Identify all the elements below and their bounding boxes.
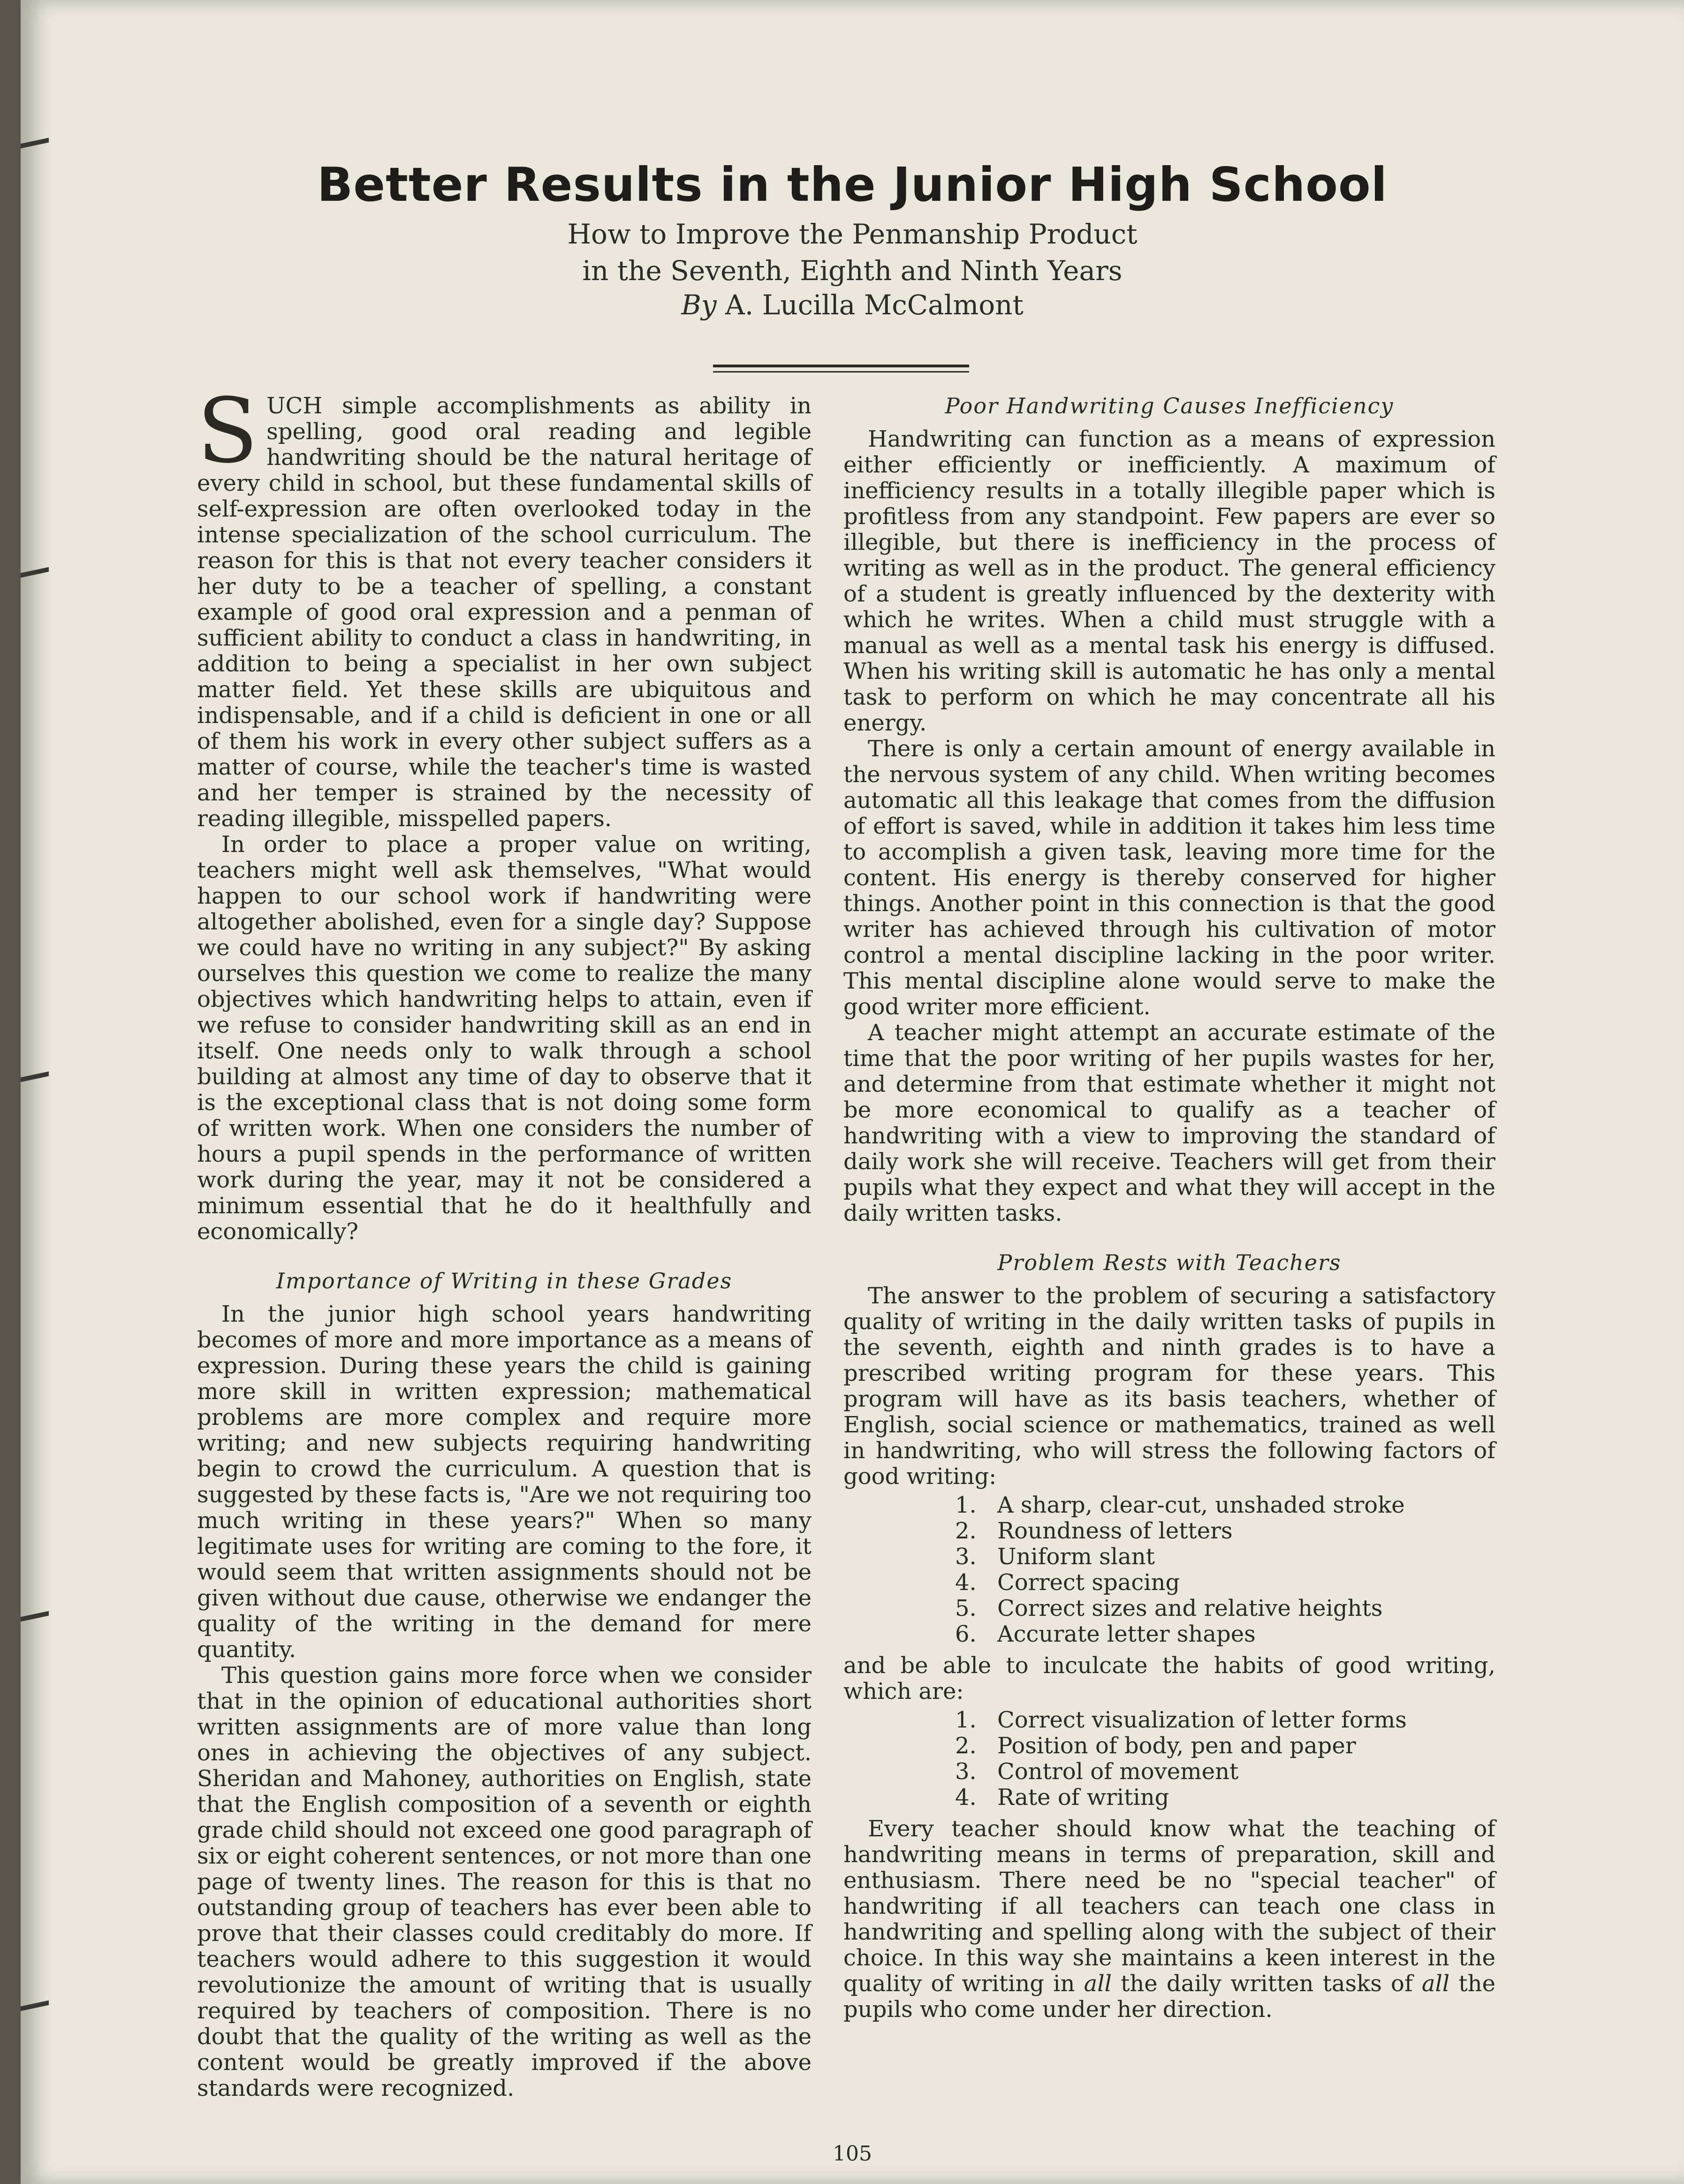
right-column: [843, 393, 1495, 2023]
list-text: Roundness of letters: [997, 1518, 1233, 1544]
paragraph-text: UCH simple accomplishments as ability in spelling, good oral reading and legible handwriting should be the natural heritage of every child in school, but these fundamental skills of self-expression are often overlooked today in the intense specialization of the school curriculum. The reason for this is that not every teacher considers it her duty to be a teacher of spelling, a constant example of good oral expression and a penman of sufficient ability to conduct a class in handwriting, in addition to being a specialist in her own subject matter field. Yet these skills are ubiquitous and indispensable, and if a child is deficient in one or all of them his work in every other subject suffers as a matter of course, while the teacher's time is wasted and her temper is strained by the necessity of reading illegible, misspelled papers.: [197, 393, 812, 832]
spine-mark: [21, 1072, 49, 1082]
list-number: 2.: [955, 1518, 977, 1544]
list-number: 5.: [955, 1595, 977, 1621]
list-text: Rate of writing: [997, 1784, 1169, 1811]
list-number: 3.: [955, 1758, 977, 1785]
article-subtitle: [21, 216, 1684, 289]
paragraph: There is only a certain amount of energy available in the nervous system of any child. When writing becomes automatic all this leakage that comes from the diffusion of effort is saved, while in addition it takes him less time to accomplish a given task, leaving more time for the content. His energy is thereby conserved for higher things. Another point in this connection is that the good writer has achieved through his cultivation of motor control a mental discipline lacking in the poor writer. This mental discipline alone would serve to make the good writer more efficient.: [843, 736, 1495, 1020]
page-number: 105: [833, 2142, 872, 2166]
byline: [21, 289, 1684, 321]
byline-prefix: By: [681, 289, 717, 321]
list-number: 3.: [955, 1544, 977, 1570]
byline-author: A. Lucilla McCalmont: [725, 289, 1024, 321]
list-text: Accurate letter shapes: [997, 1621, 1256, 1647]
list-item: [955, 1544, 1495, 1570]
subtitle-line-2: in the Seventh, Eighth and Ninth Years: [582, 255, 1123, 287]
list-text: Correct spacing: [997, 1569, 1180, 1596]
paragraph: A teacher might attempt an accurate estimate of the time that the poor writing of her pupils wastes for her, and determine from that estimate whether it might not be more economical to qualify as a teacher of handwriting with a view to improving the standard of daily work she will receive. Teachers will get from their pupils what they expect and what they will accept in the daily written tasks.: [843, 1020, 1495, 1226]
list-text: Control of movement: [997, 1758, 1239, 1785]
list-item: [955, 1492, 1495, 1518]
list-item: [955, 1707, 1495, 1733]
list-text: Correct visualization of letter forms: [997, 1707, 1407, 1733]
list-text: A sharp, clear-cut, unshaded stroke: [997, 1492, 1405, 1518]
drop-cap: S: [197, 379, 258, 483]
title-divider: [713, 365, 969, 373]
list-text: Uniform slant: [997, 1544, 1155, 1570]
list-item: [955, 1518, 1495, 1544]
factors-list: [843, 1492, 1495, 1647]
magazine-page: [21, 0, 1684, 2184]
list-item: [955, 1621, 1495, 1647]
paragraph-text: Every teacher should know what the teaching of handwriting means in terms of preparation, skill and enthusiasm. There need be no "special teacher" of handwriting if all teachers can teach one class in handwriting and spelling along with the subject of their choice. In this way she maintains a keen interest in the quality of writing in: [843, 1816, 1495, 1997]
emphasis: all: [1084, 1971, 1112, 1997]
left-column: [197, 379, 812, 2101]
paragraph: In the junior high school years handwriting becomes of more and more importance as a means of expression. During these years the child is gaining more skill in written expression; mathematical problems are more complex and require more writing; and new subjects requiring handwriting begin to crowd the curriculum. A question that is suggested by these facts is, "Are we not requiring too much writing in these years?" When so many legitimate uses for writing are coming to the fore, it would seem that written assignments should not be given without due cause, otherwise we endanger the quality of the writing in the demand for mere quantity.: [197, 1301, 812, 1663]
list-text: Correct sizes and relative heights: [997, 1595, 1383, 1621]
list-number: 2.: [955, 1733, 977, 1759]
habits-list: [843, 1707, 1495, 1811]
list-number: 6.: [955, 1621, 977, 1647]
emphasis: all: [1421, 1971, 1450, 1997]
list-number: 4.: [955, 1784, 977, 1811]
paragraph-text: the pupils who come under her direction.: [843, 1971, 1495, 2023]
list-item: [955, 1596, 1495, 1621]
list-item: [955, 1785, 1495, 1811]
spine-mark: [21, 2001, 49, 2011]
paragraph: In order to place a proper value on writing, teachers might well ask themselves, "What would happen to our school work if handwriting were altogether abolished, even for a single day? Suppose we could have no writing in any subject?" By asking ourselves this question we come to realize the many objectives which handwriting helps to attain, even if we refuse to consider handwriting skill as an end in itself. One needs only to walk through a school building at almost any time of day to observe that it is the exceptional class that is not doing some form of written work. When one considers the number of hours a pupil spends in the performance of written work during the year, may it not be considered a minimum essential that he do it healthfully and economically?: [197, 831, 812, 1245]
section-heading: Problem Rests with Teachers: [997, 1250, 1342, 1275]
subtitle-line-1: How to Improve the Penmanship Product: [567, 218, 1138, 250]
spine-mark: [21, 1611, 49, 1622]
section-heading: Poor Handwriting Causes Inefficiency: [945, 393, 1394, 419]
paragraph: and be able to inculcate the habits of good writing, which are:: [843, 1652, 1495, 1705]
list-item: [955, 1570, 1495, 1596]
list-item: [955, 1733, 1495, 1759]
spine-mark: [21, 567, 49, 578]
list-number: 4.: [955, 1569, 977, 1596]
article-title: Better Results in the Junior High School: [317, 157, 1388, 212]
paragraph: [843, 1816, 1495, 2023]
paragraph: Handwriting can function as a means of expression either efficiently or inefficiently. A maximum of inefficiency results in a totally illegible paper which is profitless from any standpoint. Few papers are ever so illegible, but there is inefficiency in the process of writing as well as in the product. The general efficiency of a student is greatly influenced by the dexterity with which he writes. When a child must struggle with a manual as well as a mental task his energy is diffused. When his writing skill is automatic he has only a mental task to perform on which he may concentrate all his energy.: [843, 426, 1495, 736]
paragraph-text: the daily written tasks of: [1111, 1971, 1422, 1997]
list-text: Position of body, pen and paper: [997, 1733, 1356, 1759]
spine-mark: [21, 138, 49, 149]
list-item: [955, 1759, 1495, 1785]
list-number: 1.: [955, 1492, 977, 1518]
list-number: 1.: [955, 1707, 977, 1733]
section-heading: Importance of Writing in these Grades: [276, 1268, 733, 1294]
paragraph: [197, 379, 812, 832]
paragraph: This question gains more force when we consider that in the opinion of educational authorities short written assignments are of more value than long ones in achieving the objectives of any subject. Sheridan and Mahoney, authorities on English, state that the English composition of a seventh or eighth grade child should not exceed one good paragraph of six or eight coherent sentences, or not more than one page of twenty lines. The reason for this is that no outstanding group of teachers has ever been able to prove that their classes could creditably do more. If teachers would adhere to this suggestion it would revolutionize the amount of writing that is usually required by teachers of composition. There is no doubt that the quality of the writing as well as the content would be greatly improved if the above standards were recognized.: [197, 1662, 812, 2101]
paragraph: The answer to the problem of securing a satisfactory quality of writing in the daily written tasks of pupils in the seventh, eighth and ninth grades is to have a prescribed writing program for these years. This program will have as its basis teachers, whether of English, social science or mathematics, trained as well in handwriting, who will stress the following factors of good writing:: [843, 1283, 1495, 1490]
